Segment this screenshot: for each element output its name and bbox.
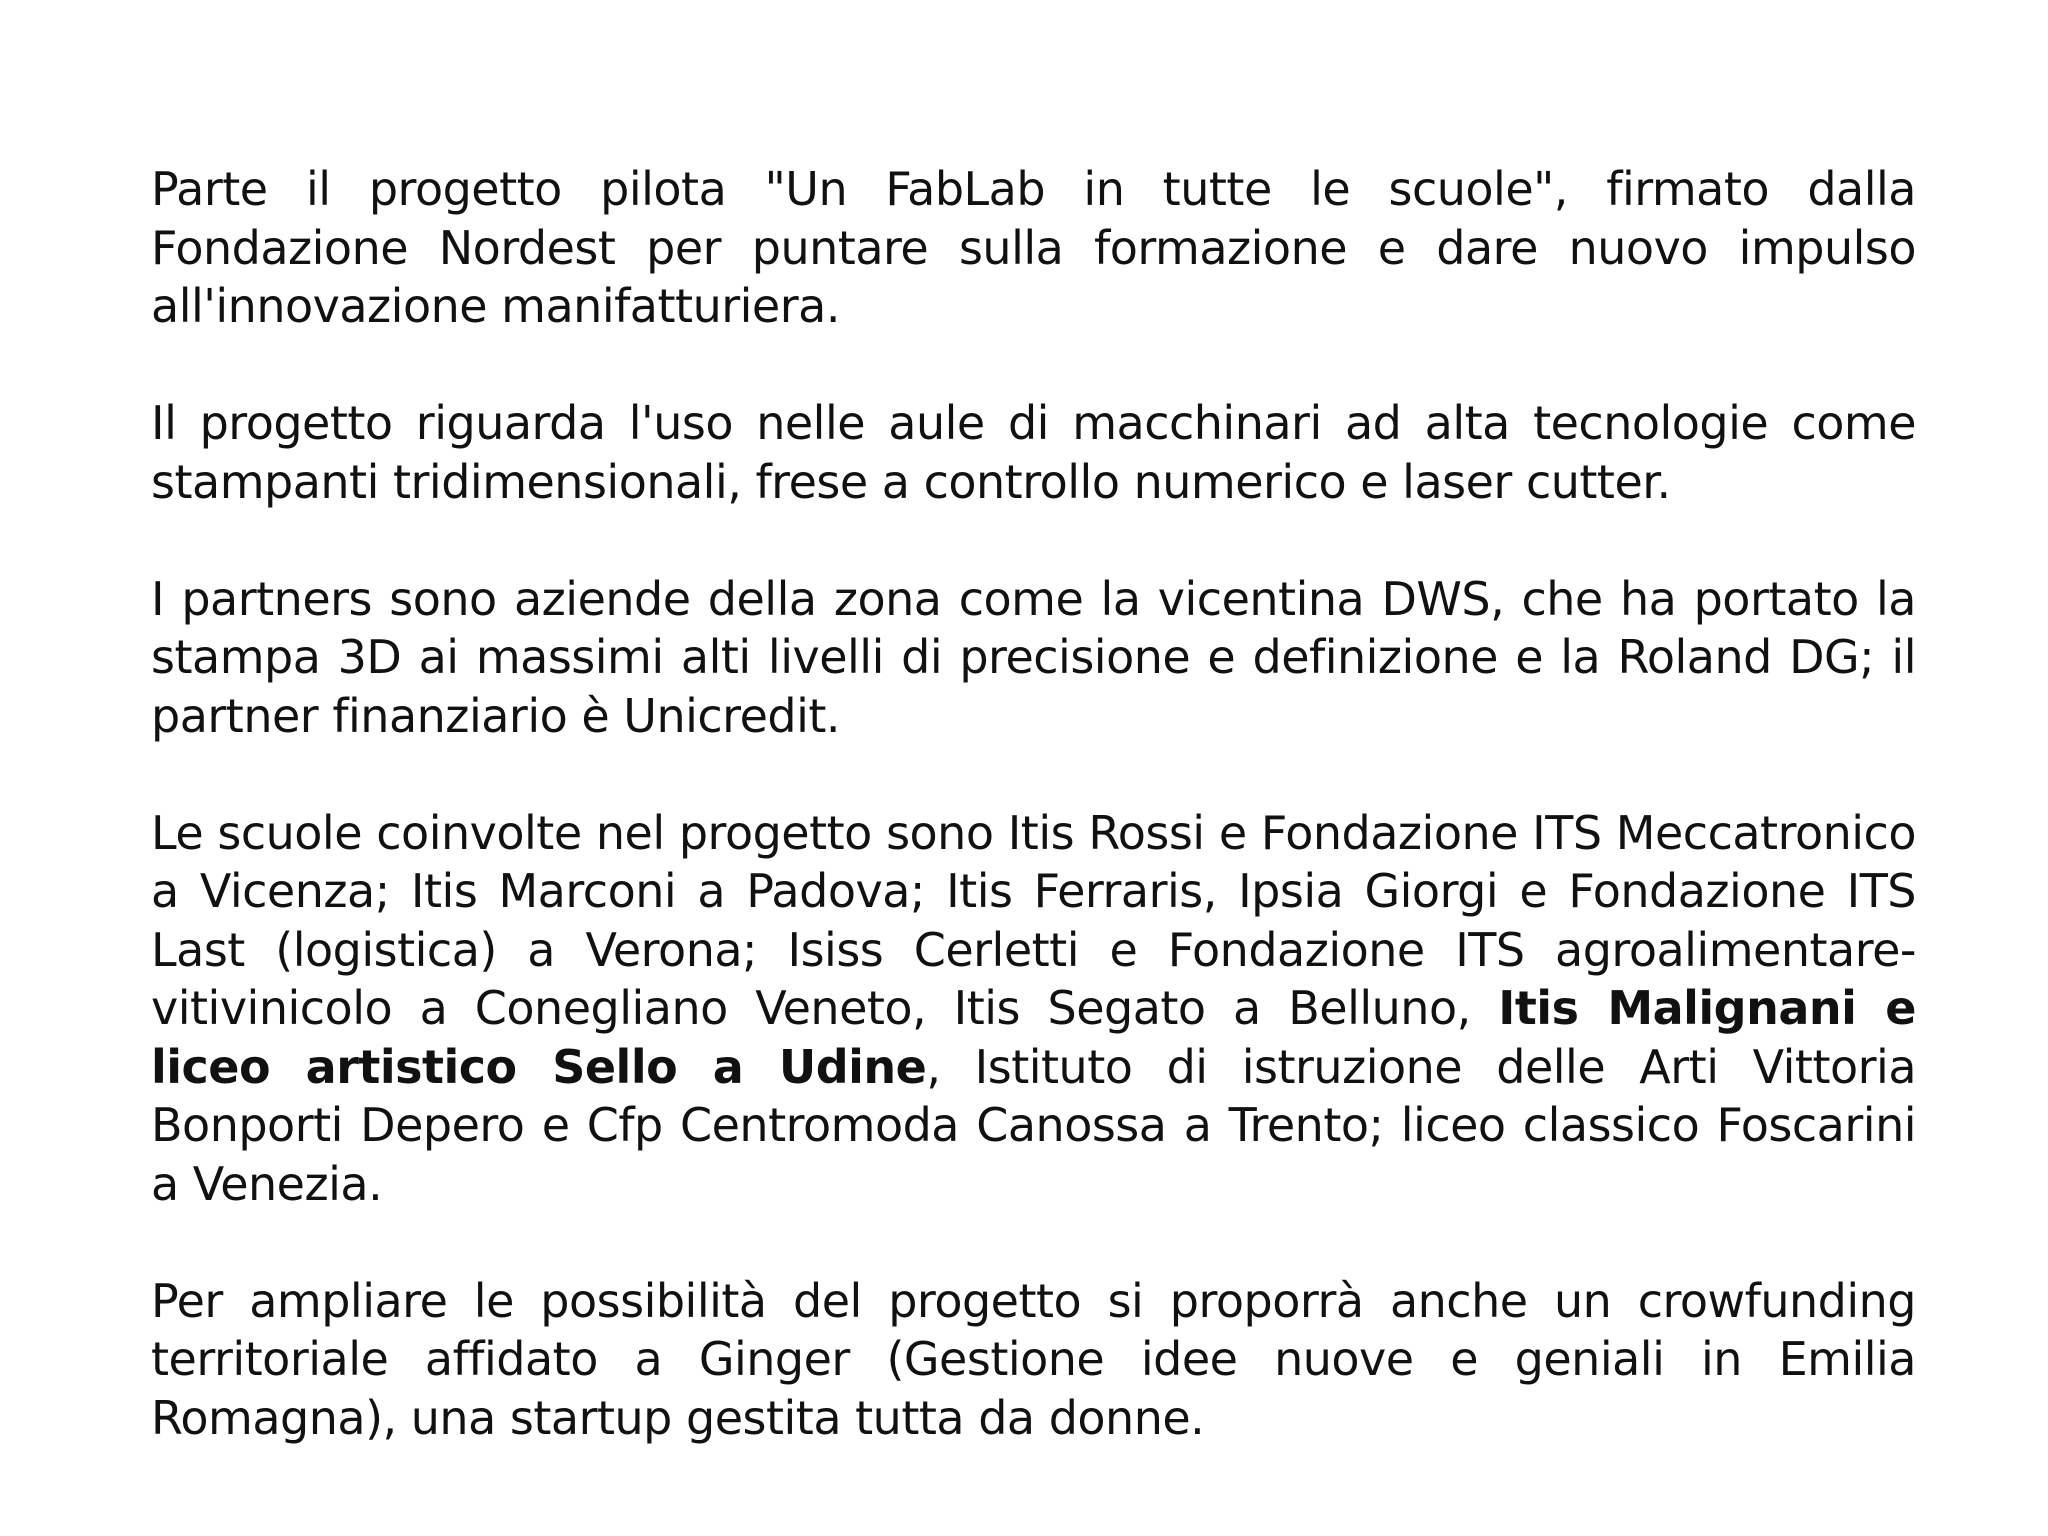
paragraph-partners: I partners sono aziende della zona come la vicentina DWS, che ha portato la stampa 3D ai massimi alti livelli di precisione e definizione e la Roland DG; il partner finanziario è Unicredit. xyxy=(151,571,1916,743)
schools-text-after: , Istituto di istruzione delle Arti Vittoria Bonporti Depero e Cfp Centromoda Canossa a Trento; liceo classico Foscarini a Venezia. xyxy=(151,1039,1917,1211)
document-body xyxy=(151,160,1916,1447)
schools-text-before: Le scuole coinvolte nel progetto sono Itis Rossi e Fondazione ITS Meccatronico a Vicenza; Itis Marconi a Padova; Itis Ferraris, Ipsia Giorgi e Fondazione ITS Last (logistica) a Verona; Isiss Cerletti e Fondazione ITS agroalimentare-vitivinicolo a Conegliano Veneto, Itis Segato a Belluno, xyxy=(151,805,1916,1035)
schools-bold-udine: Itis Malignani e liceo artistico Sello a Udine xyxy=(151,981,1916,1094)
paragraph-crowdfunding: Per ampliare le possibilità del progetto si proporrà anche un crowfunding territoriale affidato a Ginger (Gestione idee nuove e geniali in Emilia Romagna), una startup gestita tutta da donne. xyxy=(151,1273,1916,1445)
paragraph-technology: Il progetto riguarda l'uso nelle aule di macchinari ad alta tecnologie come stampanti tridimensionali, frese a controllo numerico e laser cutter. xyxy=(151,396,1916,509)
paragraph-schools xyxy=(151,804,1916,1214)
paragraph-fablab-project: Parte il progetto pilota "Un FabLab in tutte le scuole", firmato dalla Fondazione Nordest per puntare sulla formazione e dare nuovo impulso all'innovazione manifatturiera. xyxy=(151,162,1916,333)
